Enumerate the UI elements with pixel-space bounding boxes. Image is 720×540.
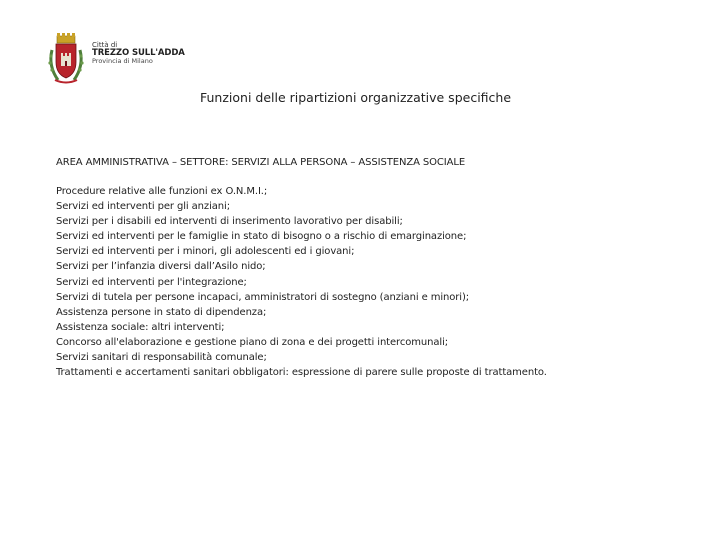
list-item: Assistenza persone in stato di dipendenza; <box>56 306 267 318</box>
list-item: Servizi di tutela per persone incapaci, amministratori di sostegno (anziani e minori); <box>56 291 470 303</box>
city-name: TREZZO SULL'ADDA <box>92 48 185 59</box>
list-item: Servizi sanitari di responsabilità comunale; <box>56 352 267 364</box>
coat-of-arms-icon <box>46 30 86 86</box>
functions-list <box>56 184 547 380</box>
list-item: Concorso all'elaborazione e gestione piano di zona e dei progetti intercomunali; <box>56 336 449 348</box>
section-heading: AREA AMMINISTRATIVA – SETTORE: SERVIZI ALLA PERSONA – ASSISTENZA SOCIALE <box>56 157 466 168</box>
list-item: Servizi ed interventi per le famiglie in stato di bisogno o a rischio di emarginazione; <box>56 231 467 243</box>
list-item: Servizi ed interventi per i minori, gli adolescenti ed i giovani; <box>56 246 355 258</box>
city-label: Città di <box>92 41 118 49</box>
municipality-header <box>46 30 185 86</box>
city-name-block <box>92 42 185 65</box>
list-item: Servizi ed interventi per l'integrazione; <box>56 276 247 288</box>
list-item: Trattamenti e accertamenti sanitari obbligatori: espressione di parere sulle proposte di trattamento. <box>56 367 547 379</box>
province-label: Provincia di Milano <box>92 57 153 66</box>
list-item: Servizi per i disabili ed interventi di inserimento lavorativo per disabili; <box>56 216 403 228</box>
list-item: Servizi per l’infanzia diversi dall’Asilo nido; <box>56 261 266 273</box>
list-item: Procedure relative alle funzioni ex O.N.M.I.; <box>56 186 268 197</box>
list-item: Assistenza sociale: altri interventi; <box>56 321 225 333</box>
list-item: Servizi ed interventi per gli anziani; <box>56 201 230 213</box>
page-title: Funzioni delle ripartizioni organizzative specifiche <box>200 90 512 105</box>
